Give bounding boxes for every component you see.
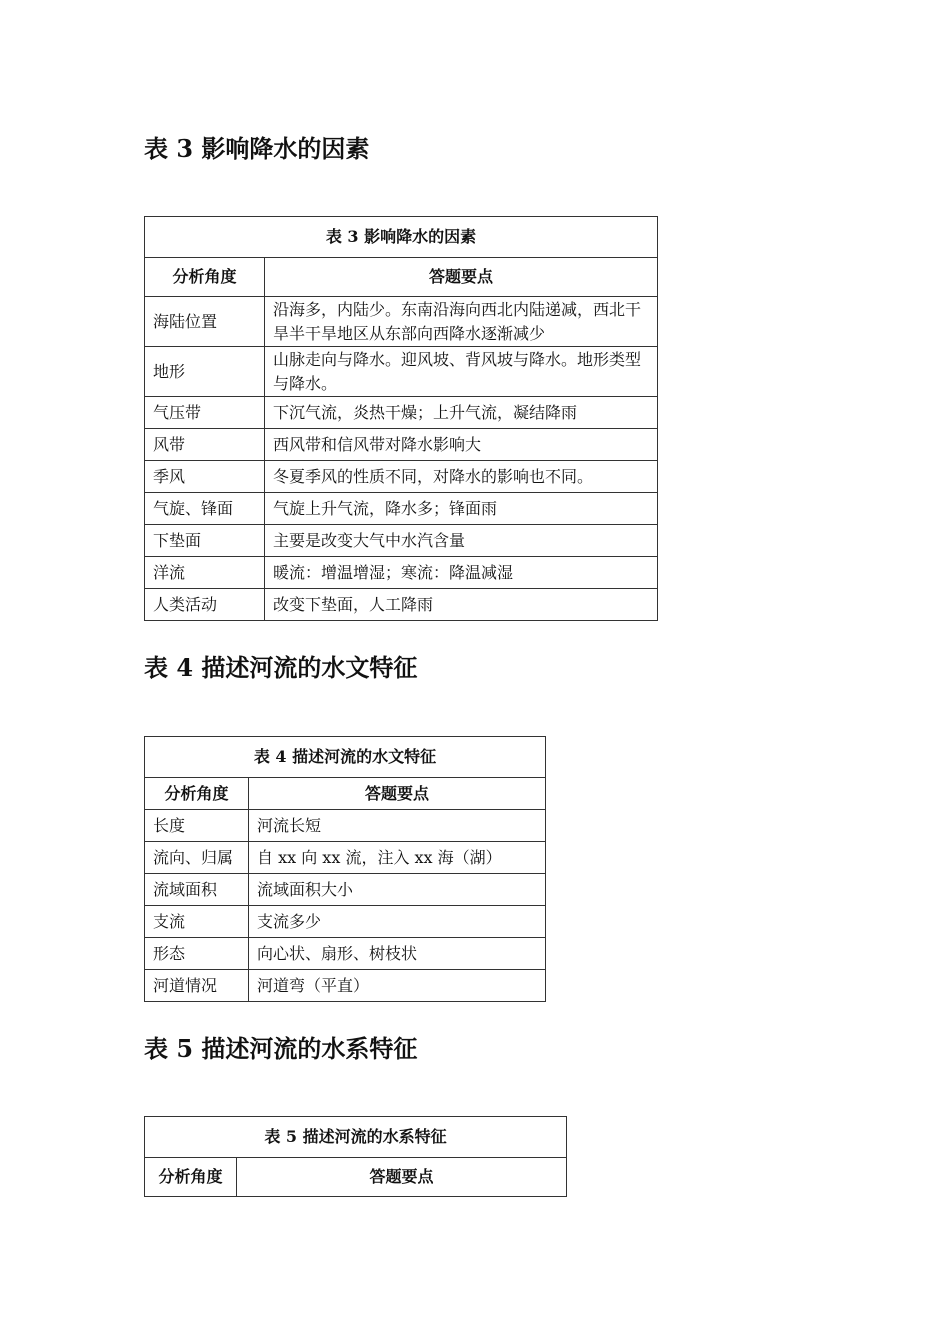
row-factor: 风带: [145, 429, 265, 461]
table-row: [145, 589, 658, 621]
table-row: [145, 970, 546, 1002]
table5: [144, 1116, 567, 1197]
row-point: 河道弯（平直）: [249, 970, 546, 1002]
table4: [144, 736, 546, 1002]
table-row: [145, 397, 658, 429]
table4-heading: 表 4 描述河流的水文特征: [144, 653, 418, 682]
table5-caption: 表 5 描述河流的水系特征: [145, 1117, 567, 1158]
table-row: [145, 525, 658, 557]
row-factor: 气旋、锋面: [145, 493, 265, 525]
table4-col-header-points: 答题要点: [249, 778, 546, 810]
table3-col-header-points: 答题要点: [265, 258, 658, 297]
table-row: [145, 938, 546, 970]
table-row: [145, 493, 658, 525]
table5-col-header-points: 答题要点: [237, 1158, 567, 1197]
table5-heading: 表 5 描述河流的水系特征: [144, 1034, 418, 1063]
table-row: [145, 842, 546, 874]
table-row: [145, 557, 658, 589]
row-factor: 下垫面: [145, 525, 265, 557]
row-factor: 流域面积: [145, 874, 249, 906]
row-factor: 季风: [145, 461, 265, 493]
table-row: [145, 906, 546, 938]
table4-col-header-angle: 分析角度: [145, 778, 249, 810]
row-factor: 地形: [145, 347, 265, 397]
row-point: 改变下垫面，人工降雨: [265, 589, 658, 621]
row-point: 向心状、扇形、树枝状: [249, 938, 546, 970]
row-factor: 支流: [145, 906, 249, 938]
table-row: [145, 461, 658, 493]
row-point: 西风带和信风带对降水影响大: [265, 429, 658, 461]
row-factor: 气压带: [145, 397, 265, 429]
row-point: 下沉气流，炎热干燥；上升气流，凝结降雨: [265, 397, 658, 429]
row-point: 沿海多，内陆少。东南沿海向西北内陆递减，西北干旱半干旱地区从东部向西降水逐渐减少: [265, 297, 658, 347]
table-row: [145, 429, 658, 461]
row-factor: 人类活动: [145, 589, 265, 621]
row-point: 冬夏季风的性质不同，对降水的影响也不同。: [265, 461, 658, 493]
row-factor: 河道情况: [145, 970, 249, 1002]
row-point: 气旋上升气流，降水多；锋面雨: [265, 493, 658, 525]
row-point: 自 xx 向 xx 流，注入 xx 海（湖）: [249, 842, 546, 874]
row-point: 河流长短: [249, 810, 546, 842]
table-row: [145, 297, 658, 347]
row-point: 主要是改变大气中水汽含量: [265, 525, 658, 557]
row-factor: 流向、归属: [145, 842, 249, 874]
row-point: 暖流：增温增湿；寒流：降温减湿: [265, 557, 658, 589]
table4-caption: 表 4 描述河流的水文特征: [145, 737, 546, 778]
row-factor: 形态: [145, 938, 249, 970]
table3: [144, 216, 658, 621]
row-point: 支流多少: [249, 906, 546, 938]
table3-col-header-angle: 分析角度: [145, 258, 265, 297]
table-row: [145, 874, 546, 906]
row-point: 流域面积大小: [249, 874, 546, 906]
row-factor: 洋流: [145, 557, 265, 589]
table3-heading: 表 3 影响降水的因素: [144, 134, 370, 163]
row-point: 山脉走向与降水。迎风坡、背风坡与降水。地形类型与降水。: [265, 347, 658, 397]
row-factor: 长度: [145, 810, 249, 842]
table-row: [145, 347, 658, 397]
table5-col-header-angle: 分析角度: [145, 1158, 237, 1197]
row-factor: 海陆位置: [145, 297, 265, 347]
table-row: [145, 810, 546, 842]
table3-caption: 表 3 影响降水的因素: [145, 217, 658, 258]
